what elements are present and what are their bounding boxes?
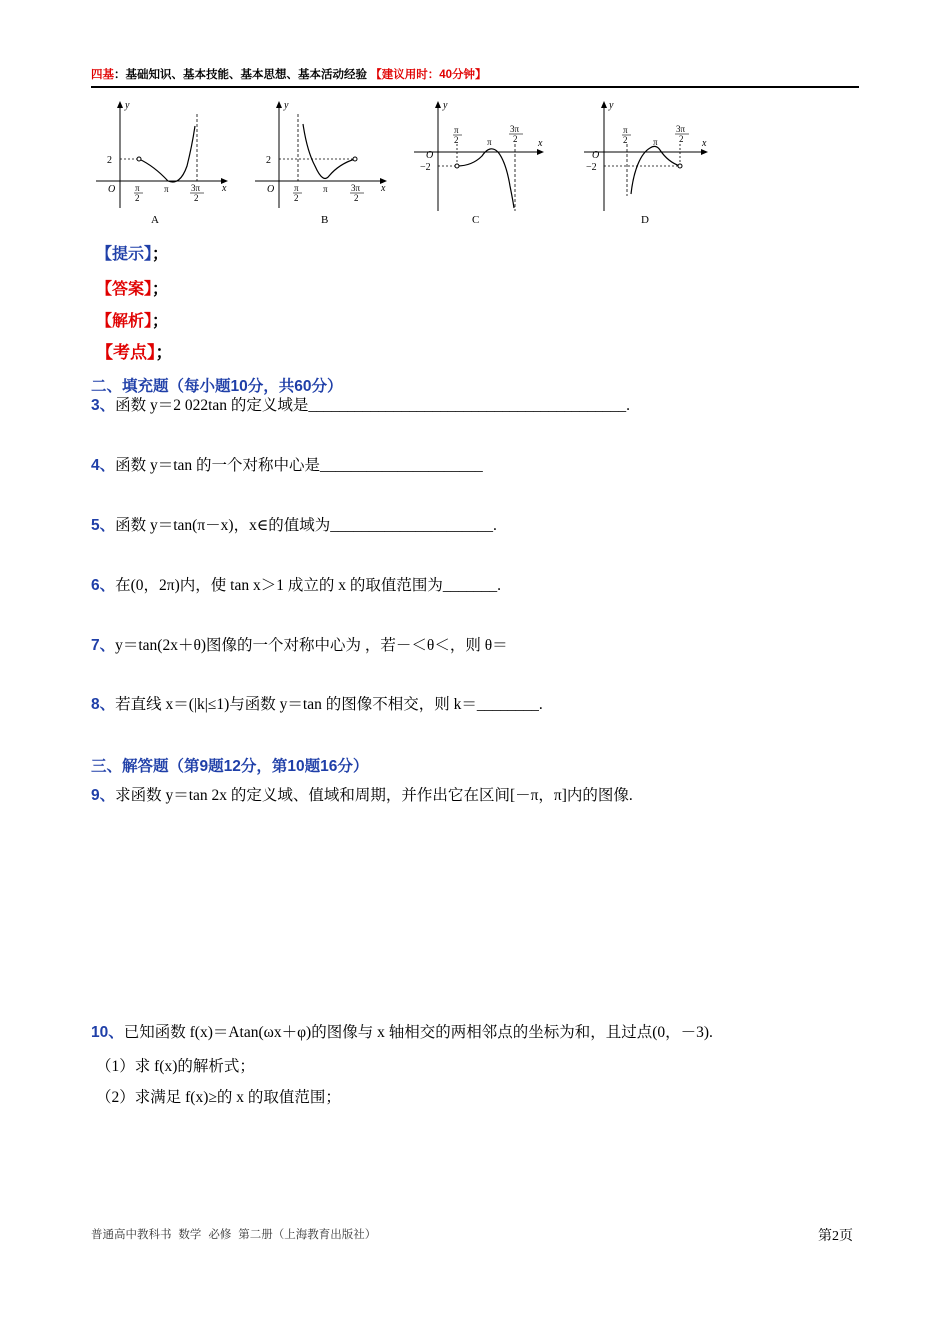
question-5 bbox=[91, 516, 497, 536]
graph-a-caption: A bbox=[151, 214, 159, 226]
question-3-number: 3、 bbox=[91, 397, 116, 414]
graph-d-x-label: x bbox=[702, 138, 707, 149]
section-2-title: 二、填充题（每小题10分，共60分） bbox=[91, 378, 343, 395]
graph-a-x-label: x bbox=[222, 183, 227, 194]
graph-d bbox=[580, 96, 720, 228]
question-8-text: 若直线 x＝(|k|≤1)与函数 y＝tan 的图像不相交，则 k＝________. bbox=[115, 696, 543, 713]
graph-d-tick-pi-half-den: 2 bbox=[623, 135, 628, 145]
question-10-part-2: （2）求满足 f(x)≥的 x 的取值范围； bbox=[96, 1089, 341, 1106]
question-9-number: 9、 bbox=[91, 787, 116, 804]
analysis-tag: 【解析】； bbox=[96, 313, 169, 330]
graph-a-y-label: y bbox=[125, 100, 130, 111]
graph-b bbox=[251, 96, 391, 228]
graph-b-tick-2: 2 bbox=[266, 155, 271, 166]
graph-a-tick-pi-half-num: π bbox=[135, 183, 140, 193]
graph-b-tick-pi-half-num: π bbox=[294, 183, 299, 193]
graph-c-x-label: x bbox=[538, 138, 543, 149]
graph-b-tick-pi: π bbox=[323, 184, 328, 194]
graph-c-y-label: y bbox=[443, 100, 448, 111]
graph-a-origin: O bbox=[108, 184, 116, 195]
graph-a-tick-3pi-half-den: 2 bbox=[194, 193, 199, 203]
footer-page-number: 第2页 bbox=[818, 1229, 853, 1244]
answer-tag: 【答案】； bbox=[96, 281, 169, 298]
question-8-number: 8、 bbox=[91, 696, 116, 713]
graph-c-caption: C bbox=[472, 214, 480, 226]
question-4-text: 函数 y＝tan 的一个对称中心是_____________________ bbox=[115, 457, 483, 474]
graph-d-tick-neg2: −2 bbox=[586, 162, 597, 173]
question-10-part-1: （1）求 f(x)的解析式； bbox=[96, 1058, 255, 1075]
header-main: ：基础知识、基本技能、基本思想、基本活动经验 bbox=[114, 69, 367, 81]
graph-d-origin: O bbox=[592, 150, 600, 161]
graph-b-x-label: x bbox=[381, 183, 386, 194]
page-header bbox=[91, 66, 859, 88]
graph-b-y-label: y bbox=[284, 100, 289, 111]
question-3-text: 函数 y＝2 022tan 的定义域是_________________________________________. bbox=[115, 397, 631, 414]
question-9-text: 求函数 y＝tan 2x 的定义域、值域和周期，并作出它在区间[－π，π]内的图像. bbox=[115, 787, 633, 804]
question-9 bbox=[91, 786, 633, 806]
graph-d-y-label: y bbox=[609, 100, 614, 111]
header-time-note: 【建议用时：40分钟】 bbox=[370, 69, 487, 81]
graph-a-tick-2: 2 bbox=[107, 155, 112, 166]
header-prefix: 四基 bbox=[91, 69, 114, 81]
graph-b-tick-3pi-half-den: 2 bbox=[354, 193, 359, 203]
graph-b-tick-pi-half-den: 2 bbox=[294, 193, 299, 203]
graph-a bbox=[92, 96, 232, 228]
question-4-number: 4、 bbox=[91, 457, 116, 474]
graph-c-tick-pi: π bbox=[487, 137, 492, 147]
graph-c-tick-3pi-half-num: 3π bbox=[510, 124, 520, 134]
graph-b-caption: B bbox=[321, 214, 329, 226]
hint-tag: 【提示】； bbox=[96, 246, 169, 263]
graph-c-tick-pi-half-num: π bbox=[454, 125, 459, 135]
question-10 bbox=[91, 1023, 713, 1043]
question-10-number: 10、 bbox=[91, 1024, 124, 1041]
graph-b-tick-3pi-half-num: 3π bbox=[351, 183, 361, 193]
graph-d-caption: D bbox=[641, 214, 649, 226]
question-5-number: 5、 bbox=[91, 517, 116, 534]
question-7-number: 7、 bbox=[91, 637, 116, 654]
question-6-number: 6、 bbox=[91, 577, 116, 594]
footer-book-title: 普通高中教科书 数学 必修 第二册（上海教育出版社） bbox=[91, 1227, 377, 1241]
point-tag: 【考点】； bbox=[96, 343, 173, 362]
graph-b-origin: O bbox=[267, 184, 275, 195]
graph-d-tick-3pi-half-num: 3π bbox=[676, 124, 686, 134]
question-7-text: y＝tan(2x＋θ)图像的一个对称中心为 ，若－＜θ＜，则 θ＝ bbox=[115, 637, 508, 654]
graph-c-tick-3pi-half-den: 2 bbox=[513, 134, 518, 144]
question-5-text: 函数 y＝tan(π－x)，x∈的值域为_____________________. bbox=[115, 517, 497, 534]
graph-c-tick-pi-half-den: 2 bbox=[454, 135, 459, 145]
graph-c-origin: O bbox=[426, 150, 434, 161]
graph-d-tick-3pi-half-den: 2 bbox=[679, 134, 684, 144]
graph-c bbox=[410, 96, 550, 228]
question-10-text: 已知函数 f(x)＝Atan(ωx＋φ)的图像与 x 轴相交的两相邻点的坐标为和，且过点(0，－3). bbox=[123, 1024, 713, 1041]
question-8 bbox=[91, 695, 543, 715]
question-6-text: 在(0，2π)内，使 tan x＞1 成立的 x 的取值范围为_______. bbox=[115, 577, 501, 594]
question-6 bbox=[91, 576, 501, 596]
graph-c-tick-neg2: −2 bbox=[420, 162, 431, 173]
graph-d-tick-pi-half-num: π bbox=[623, 125, 628, 135]
graph-a-tick-pi: π bbox=[164, 184, 169, 194]
section-3-title: 三、解答题（第9题12分，第10题16分） bbox=[91, 758, 369, 775]
graph-d-tick-pi: π bbox=[653, 137, 658, 147]
graph-a-tick-pi-half-den: 2 bbox=[135, 193, 140, 203]
question-4 bbox=[91, 456, 483, 476]
question-7 bbox=[91, 636, 508, 656]
graph-a-tick-3pi-half-num: 3π bbox=[191, 183, 201, 193]
question-3 bbox=[91, 396, 630, 416]
